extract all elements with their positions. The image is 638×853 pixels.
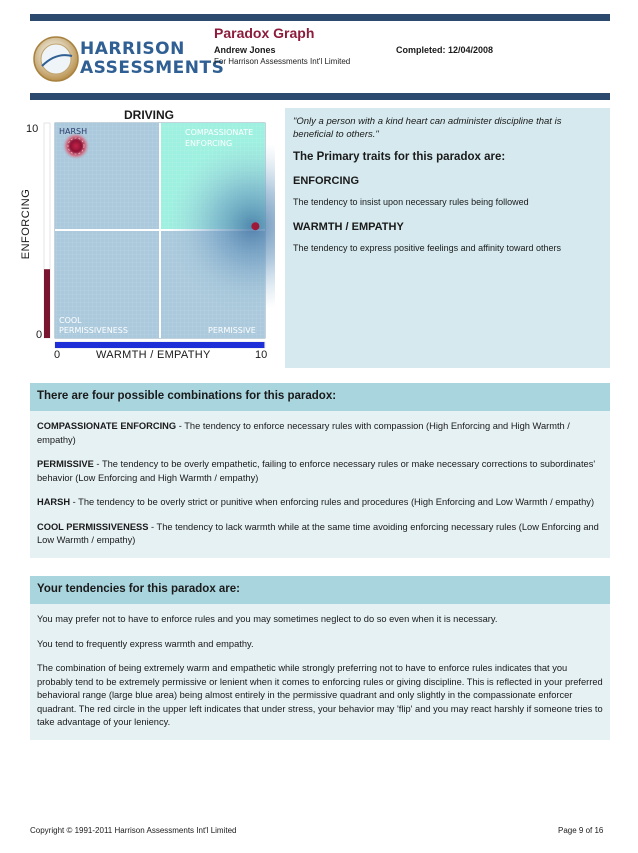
footer-page-number: Page 9 of 16 (558, 826, 604, 835)
warmth-score-bar (55, 342, 264, 348)
trait2-desc: The tendency to express positive feelings and affinity toward others (293, 243, 561, 253)
combination-desc: - The tendency to be overly strict or punitive when enforcing rules and procedures (High Enforcing and Low Warmth / empathy) (70, 497, 595, 507)
quote-text: "Only a person with a kind heart can administer discipline that is beneficial to others." (293, 116, 562, 140)
combination-term: COOL PERMISSIVENESS (37, 521, 149, 532)
logo-line2: ASSESSMENTS (80, 58, 225, 78)
completed-date: Completed: 12/04/2008 (396, 45, 494, 55)
stress-flip-marker (62, 132, 90, 160)
cool-label-line1: COOL (59, 316, 82, 325)
combination-term: PERMISSIVE (37, 459, 94, 469)
page-title: Paradox Graph (214, 25, 315, 41)
combination-desc: - The tendency to lack warmth while at the same time avoiding enforcing necessary rules (Low Enforcing and Low Warmth / empathy) (37, 521, 599, 545)
graph-title: DRIVING (124, 108, 175, 122)
combination-term: HARSH (37, 497, 71, 507)
header-top-bar (30, 14, 610, 21)
combination-term: COMPASSIONATE ENFORCING (37, 421, 177, 431)
person-name: Andrew Jones (214, 45, 276, 55)
tendency-paragraph: You tend to frequently express warmth and empathy. (37, 638, 254, 649)
y-tick-min: 0 (36, 329, 43, 341)
logo-line1: HARRISON (80, 39, 185, 59)
combinations-heading: There are four possible combinations for this paradox: (30, 383, 610, 411)
combination-desc: - The tendency to be overly empathetic, failing to enforce necessary rules or make necessary corrections to subordinates' behavior (Low Enforcing and High Warmth / empathy) (37, 459, 596, 483)
combination-item (37, 496, 603, 510)
x-tick-min: 0 (54, 349, 61, 361)
score-marker (251, 222, 259, 230)
tendency-paragraph: The combination of being extremely warm and empathetic while strongly preferring not to have to enforce rules indicates that you probably tend to be extremely permissive or lenient when it comes to enforcing rules or giving discipline. This is reflected in your preferred behavioral range (large blue area) being almost entirely in the permissive quadrant and only slightly in the compassionate enforcer quadrant. The red circle in the upper left indicates that under stress, your behavior may 'flip' and you may react harshly if someone tries to take advantage of your leniency. (37, 663, 603, 727)
y-axis-label: ENFORCING (20, 188, 32, 260)
x-axis-label: WARMTH / EMPATHY (96, 349, 211, 361)
primary-traits-heading: The Primary traits for this paradox are: (293, 151, 506, 163)
compassionate-label-line2: ENFORCING (185, 139, 233, 148)
compassionate-label-line1: COMPASSIONATE (185, 128, 254, 137)
permissive-label: PERMISSIVE (208, 326, 256, 335)
footer-copyright: Copyright © 1991-2011 Harrison Assessments Int'l Limited (30, 826, 237, 835)
enforcing-score-bar (44, 269, 50, 338)
combination-desc: - The tendency to enforce necessary rules with compassion (High Enforcing and High Warmth / empathy) (37, 421, 570, 445)
harrison-logo (32, 30, 225, 86)
paradox-graph (40, 118, 275, 350)
cool-label-line2: PERMISSIVENESS (59, 326, 128, 335)
combinations-section (30, 383, 610, 558)
trait2-name: WARMTH / EMPATHY (293, 221, 404, 233)
trait1-name: ENFORCING (293, 175, 359, 187)
tendencies-section (30, 576, 610, 740)
tendency-paragraph: You may prefer not to have to enforce rules and you may sometimes neglect to do so even when it is necessary. (37, 614, 498, 624)
tendencies-heading: Your tendencies for this paradox are: (30, 576, 610, 604)
quote-panel (285, 108, 610, 368)
company-name: For Harrison Assessments Int'l Limited (214, 57, 351, 66)
combination-item (37, 521, 603, 548)
combination-item (37, 420, 603, 447)
trait1-desc: The tendency to insist upon necessary rules being followed (293, 197, 529, 207)
harsh-label: HARSH (59, 127, 88, 136)
combination-item (37, 458, 603, 485)
y-tick-max: 10 (26, 123, 39, 135)
globe-icon (32, 30, 82, 86)
x-tick-max: 10 (255, 349, 268, 361)
header-separator-bar (30, 93, 610, 100)
